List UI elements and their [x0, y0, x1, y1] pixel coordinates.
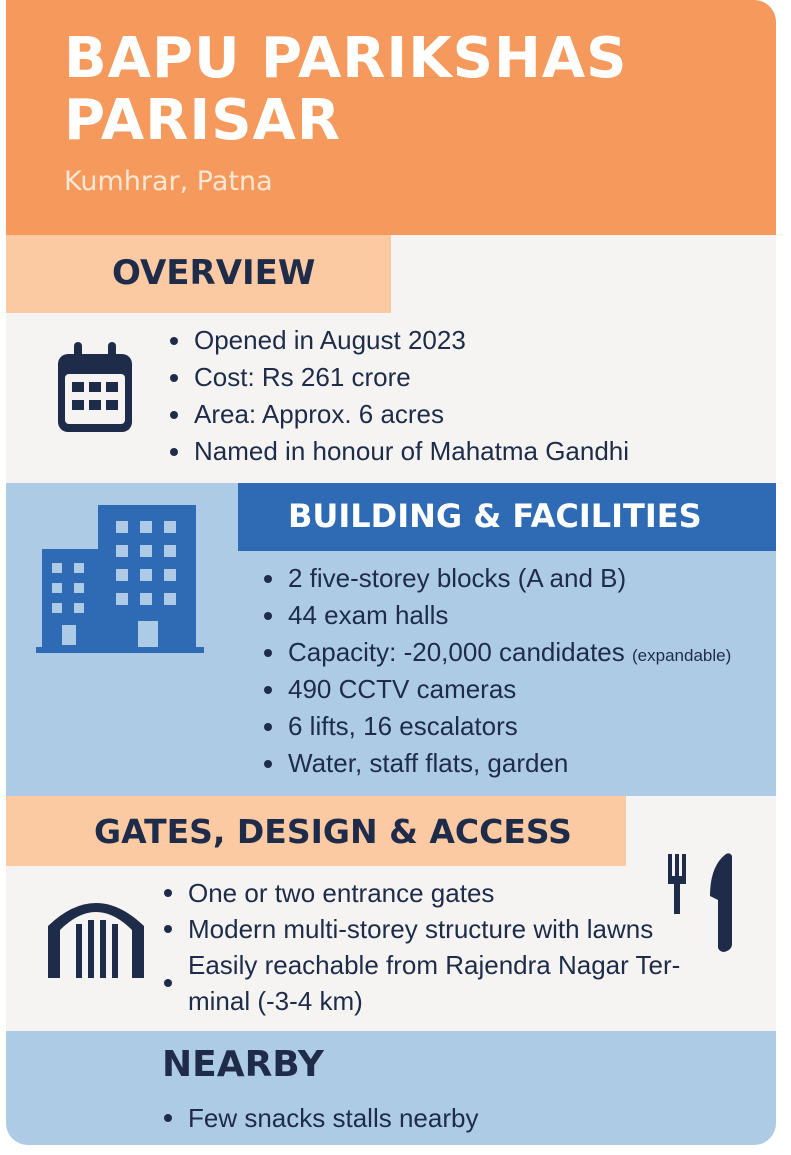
page-title: BAPU PARIKSHAS PARISAR: [64, 26, 628, 153]
list-item: Few snacks stalls nearby: [162, 1100, 478, 1136]
list-item: 6 lifts, 16 escalators: [262, 708, 731, 745]
gate-icon: [46, 886, 146, 980]
list-item: 490 CCTV cameras: [262, 671, 731, 708]
list-item: Opened in August 2023: [168, 322, 629, 359]
building-list: [262, 560, 731, 782]
list-item: [262, 634, 731, 671]
list-item: Water, staff flats, garden: [262, 745, 731, 782]
overview-heading: OVERVIEW: [6, 235, 391, 313]
overview-list: [168, 322, 629, 470]
nearby-list: [162, 1100, 478, 1136]
calendar-icon: [54, 340, 136, 436]
list-item: One or two entrance gates: [162, 875, 702, 911]
capacity-note: (expandable): [632, 646, 732, 665]
capacity-text: Capacity: -20,000 candidates: [288, 637, 625, 667]
list-item: Named in honour of Mahatma Gandhi: [168, 433, 629, 470]
nearby-heading: NEARBY: [162, 1044, 324, 1085]
gates-heading: GATES, DESIGN & ACCESS: [6, 796, 626, 866]
info-card: [6, 0, 776, 1145]
list-item: Cost: Rs 261 crore: [168, 359, 629, 396]
building-heading: BUILDING & FACILITIES: [238, 483, 776, 551]
list-item: Area: Approx. 6 acres: [168, 396, 629, 433]
page-subtitle: Kumhrar, Patna: [64, 166, 273, 197]
list-item: 2 five-storey blocks (A and B): [262, 560, 731, 597]
gates-list: [162, 875, 702, 1019]
list-item: 44 exam halls: [262, 597, 731, 634]
list-item: Modern multi-storey structure with lawns: [162, 911, 702, 947]
building-icon: [36, 503, 204, 655]
list-item: Easily reachable from Rajendra Nagar Ter-minal (-3-4 km): [162, 947, 702, 1019]
header-banner: [6, 0, 776, 235]
